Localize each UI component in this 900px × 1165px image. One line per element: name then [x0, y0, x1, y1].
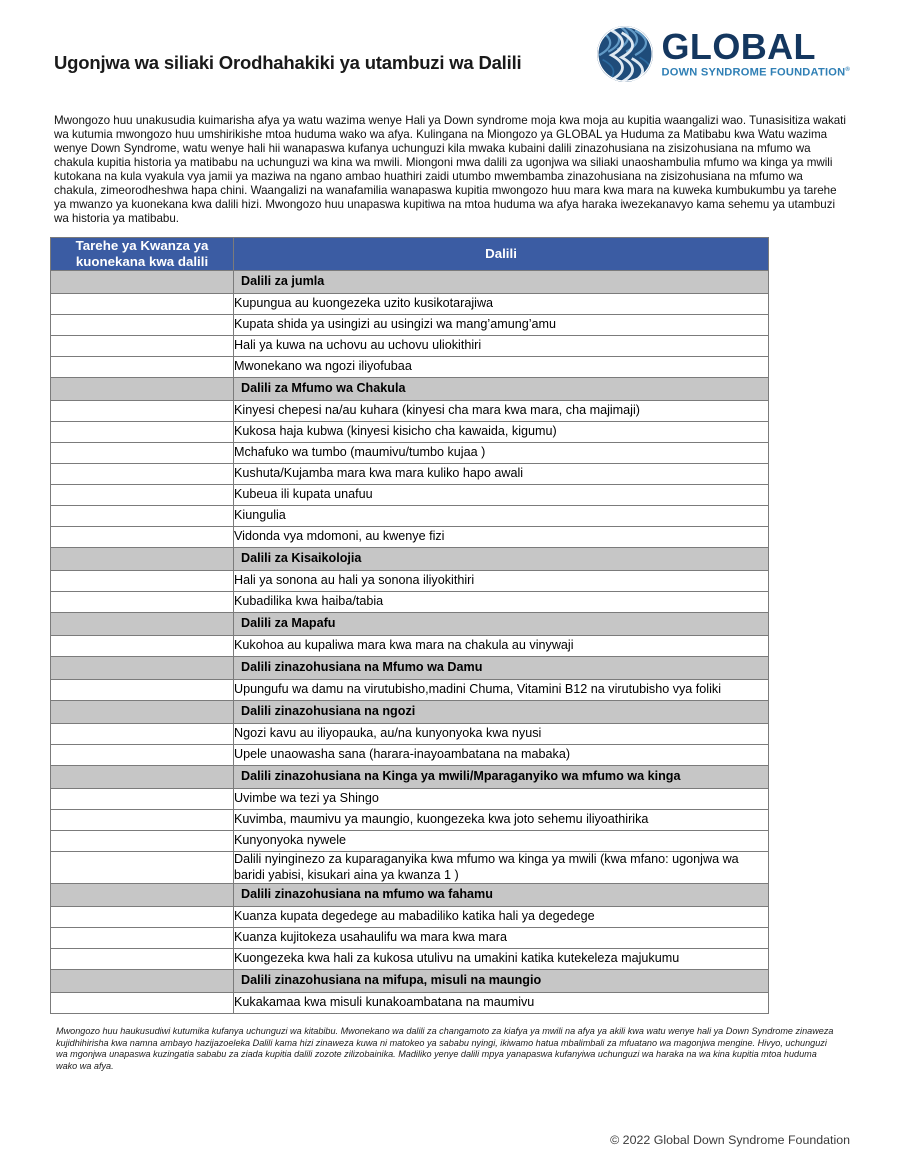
- table-row: [51, 357, 769, 378]
- symptom-label: Kukakamaa kwa misuli kunakoambatana na maumivu: [234, 993, 769, 1014]
- symptom-label: Kupungua au kuongezeka uzito kusikotarajiwa: [234, 294, 769, 315]
- table-row: [51, 949, 769, 970]
- onset-date-cell[interactable]: [51, 336, 234, 357]
- symptom-label: Kushuta/Kujamba mara kwa mara kuliko hapo awali: [234, 464, 769, 485]
- onset-date-cell[interactable]: [51, 592, 234, 613]
- intro-paragraph: [46, 114, 854, 226]
- onset-date-cell[interactable]: [51, 766, 234, 789]
- table-row: [51, 464, 769, 485]
- onset-date-cell[interactable]: [51, 810, 234, 831]
- copyright-notice: © 2022 Global Down Syndrome Foundation: [610, 1133, 850, 1147]
- table-row: [51, 680, 769, 701]
- onset-date-cell[interactable]: [51, 745, 234, 766]
- onset-date-cell[interactable]: [51, 443, 234, 464]
- page-title: Ugonjwa wa siliaki Orodhahakiki ya utambuzi wa Dalili: [54, 52, 522, 73]
- symptom-label: Kiungulia: [234, 506, 769, 527]
- table-row: [51, 485, 769, 506]
- onset-date-cell[interactable]: [51, 907, 234, 928]
- section-label: Dalili zinazohusiana na mifupa, misuli na maungio: [234, 970, 769, 993]
- section-row: [51, 657, 769, 680]
- section-row: [51, 613, 769, 636]
- section-row: [51, 378, 769, 401]
- symptom-label: Kunyonyoka nywele: [234, 831, 769, 852]
- section-label: Dalili za Mapafu: [234, 613, 769, 636]
- table-row: [51, 592, 769, 613]
- symptom-label: Kinyesi chepesi na/au kuhara (kinyesi cha mara kwa mara, cha majimaji): [234, 401, 769, 422]
- onset-date-cell[interactable]: [51, 315, 234, 336]
- section-row: [51, 548, 769, 571]
- symptom-label: Dalili nyinginezo za kuparaganyika kwa mfumo wa kinga ya mwili (kwa mfano: ugonjwa wa baridi yabisi, kisukari aina ya kwanza 1 ): [234, 852, 769, 884]
- table-row: [51, 745, 769, 766]
- table-row: [51, 571, 769, 592]
- table-row: [51, 852, 769, 884]
- logo-wordmark-block: [661, 25, 850, 79]
- onset-date-cell[interactable]: [51, 548, 234, 571]
- symptom-label: Ngozi kavu au iliyopauka, au/na kunyonyoka kwa nyusi: [234, 724, 769, 745]
- onset-date-cell[interactable]: [51, 928, 234, 949]
- table-row: [51, 993, 769, 1014]
- table-header-row: [51, 238, 769, 271]
- section-label: Dalili za jumla: [234, 271, 769, 294]
- symptom-label: Kukohoa au kupaliwa mara kwa mara na chakula au vinywaji: [234, 636, 769, 657]
- table-head: [51, 238, 769, 271]
- section-row: [51, 701, 769, 724]
- section-label: Dalili zinazohusiana na Kinga ya mwili/Mparaganyiko wa mfumo wa kinga: [234, 766, 769, 789]
- column-header-date: Tarehe ya Kwanza ya kuonekana kwa dalili: [51, 238, 234, 271]
- table-row: [51, 724, 769, 745]
- onset-date-cell[interactable]: [51, 527, 234, 548]
- disclaimer: [46, 1026, 854, 1072]
- table-row: [51, 506, 769, 527]
- section-label: Dalili zinazohusiana na Mfumo wa Damu: [234, 657, 769, 680]
- table-row: [51, 422, 769, 443]
- symptom-label: Upele unaowasha sana (harara-inayoambatana na mabaka): [234, 745, 769, 766]
- symptom-label: Mchafuko wa tumbo (maumivu/tumbo kujaa ): [234, 443, 769, 464]
- table-row: [51, 831, 769, 852]
- onset-date-cell[interactable]: [51, 271, 234, 294]
- logo-wordmark: GLOBAL: [661, 25, 816, 67]
- onset-date-cell[interactable]: [51, 789, 234, 810]
- section-label: Dalili za Kisaikolojia: [234, 548, 769, 571]
- symptom-label: Kupata shida ya usingizi au usingizi wa mang’amung’amu: [234, 315, 769, 336]
- table-row: [51, 527, 769, 548]
- column-header-symptom: Dalili: [234, 238, 769, 271]
- table-row: [51, 401, 769, 422]
- table-row: [51, 789, 769, 810]
- intro-text: Mwongozo huu unakusudia kuimarisha afya ya watu wazima wenye Hali ya Down syndrome moja kwa moja au kupitia waangalizi wao. Tunasisitiza wakati wa kutumia mwongozo huu umshirikishe mtoa huduma wako wa afya. Kulingana na Miongozo ya GLOBAL ya Huduma za Matibabu kwa Watu wazima wenye Down Syndrome, watu wenye hali hii wanapaswa kufanya uchunguzi kila mwaka kubaini dalili zinazohusiana na zisizohusiana na mfumo wa chakula kupitia historia ya matibabu na uchunguzi wa kina wa mwili. Miongoni mwa dalili za ugonjwa wa siliaki unaoshambulia mfumo wa kinga ya mwili kutokana na kula vyakula vya jamii ya maziwa na ngano ambao huathiri zaidi utumbo mwembamba zinazohusiana na zisizohusiana na mfumo wa chakula, zimeorodheshwa hapa chini. Waangalizi na wanafamilia wanapaswa kupitia mwongozo huu mara kwa mara na kuweka kumbukumbu ya tarehe ya mwanzo ya kuonekana kwa dalili hizi. Mwongozo huu unapaswa kupitiwa na mtoa huduma wa afya haraka iwezekanavyo kama sehemu ya utambuzi wa historia ya matibabu.: [54, 114, 846, 225]
- symptom-label: Kuanza kujitokeza usahaulifu wa mara kwa mara: [234, 928, 769, 949]
- logo-tagline: [662, 67, 850, 79]
- onset-date-cell[interactable]: [51, 657, 234, 680]
- symptom-label: Upungufu wa damu na virutubisho,madini Chuma, Vitamini B12 na virutubisho vya foliki: [234, 680, 769, 701]
- dna-circle-icon: [597, 26, 653, 82]
- global-dsf-logo: [597, 26, 850, 82]
- symptom-label: Kuanza kupata degedege au mabadiliko katika hali ya degedege: [234, 907, 769, 928]
- onset-date-cell[interactable]: [51, 701, 234, 724]
- table-body: [51, 271, 769, 1014]
- logo-trademark: ®: [845, 66, 850, 73]
- table-row: [51, 907, 769, 928]
- onset-date-cell[interactable]: [51, 571, 234, 592]
- symptom-label: Kubadilika kwa haiba/tabia: [234, 592, 769, 613]
- onset-date-cell[interactable]: [51, 294, 234, 315]
- symptom-label: Kukosa haja kubwa (kinyesi kisicho cha kawaida, kigumu): [234, 422, 769, 443]
- symptom-checklist-table: [50, 237, 769, 1014]
- onset-date-cell[interactable]: [51, 378, 234, 401]
- onset-date-cell[interactable]: [51, 884, 234, 907]
- symptom-label: Vidonda vya mdomoni, au kwenye fizi: [234, 527, 769, 548]
- section-label: Dalili za Mfumo wa Chakula: [234, 378, 769, 401]
- table-row: [51, 336, 769, 357]
- onset-date-cell[interactable]: [51, 464, 234, 485]
- symptom-label: Hali ya sonona au hali ya sonona iliyokithiri: [234, 571, 769, 592]
- table-row: [51, 928, 769, 949]
- onset-date-cell[interactable]: [51, 357, 234, 378]
- onset-date-cell[interactable]: [51, 724, 234, 745]
- section-row: [51, 970, 769, 993]
- onset-date-cell[interactable]: [51, 506, 234, 527]
- onset-date-cell[interactable]: [51, 401, 234, 422]
- table-row: [51, 315, 769, 336]
- onset-date-cell[interactable]: [51, 993, 234, 1014]
- table-row: [51, 636, 769, 657]
- symptom-label: Kuvimba, maumivu ya maungio, kuongezeka kwa joto sehemu iliyoathirika: [234, 810, 769, 831]
- onset-date-cell[interactable]: [51, 852, 234, 884]
- section-row: [51, 271, 769, 294]
- document-header: [46, 0, 854, 100]
- table-row: [51, 443, 769, 464]
- onset-date-cell[interactable]: [51, 831, 234, 852]
- checklist-table-wrapper: [46, 237, 854, 1014]
- onset-date-cell[interactable]: [51, 422, 234, 443]
- symptom-label: Kuongezeka kwa hali za kukosa utulivu na umakini katika kutekeleza majukumu: [234, 949, 769, 970]
- onset-date-cell[interactable]: [51, 970, 234, 993]
- section-label: Dalili zinazohusiana na ngozi: [234, 701, 769, 724]
- symptom-label: Uvimbe wa tezi ya Shingo: [234, 789, 769, 810]
- symptom-label: Mwonekano wa ngozi iliyofubaa: [234, 357, 769, 378]
- onset-date-cell[interactable]: [51, 613, 234, 636]
- symptom-label: Hali ya kuwa na uchovu au uchovu uliokithiri: [234, 336, 769, 357]
- section-row: [51, 884, 769, 907]
- onset-date-cell[interactable]: [51, 636, 234, 657]
- onset-date-cell[interactable]: [51, 949, 234, 970]
- disclaimer-text: Mwongozo huu haukusudiwi kutumika kufanya uchunguzi wa kitabibu. Mwonekano wa dalili za changamoto za kiafya ya mwili na afya ya akili kwa watu wenye hali ya Down Syndrome zinaweza kujidhihirisha kwa namna ambayo hazijazoeleka Dalili kama hizi zinaweza kuwa ni matokeo ya sababu nyingi, ikiwamo hatua mbalimbali za mfuatano wa magonjwa mengine. Hivyo, uchunguzi wa mgonjwa unapaswa kuzingatia sababu za ziada kupitia dalili zozote zilizobainika. Madiliko yenye dalili mpya yanapaswa kufanyiwa uchunguzi wa haraka na wa kina kupitia mtoa huduma wako wa afya.: [56, 1026, 834, 1071]
- logo-tagline-text: DOWN SYNDROME FOUNDATION: [661, 66, 846, 79]
- table-row: [51, 294, 769, 315]
- symptom-label: Kubeua ili kupata unafuu: [234, 485, 769, 506]
- section-row: [51, 766, 769, 789]
- section-label: Dalili zinazohusiana na mfumo wa fahamu: [234, 884, 769, 907]
- onset-date-cell[interactable]: [51, 680, 234, 701]
- table-row: [51, 810, 769, 831]
- onset-date-cell[interactable]: [51, 485, 234, 506]
